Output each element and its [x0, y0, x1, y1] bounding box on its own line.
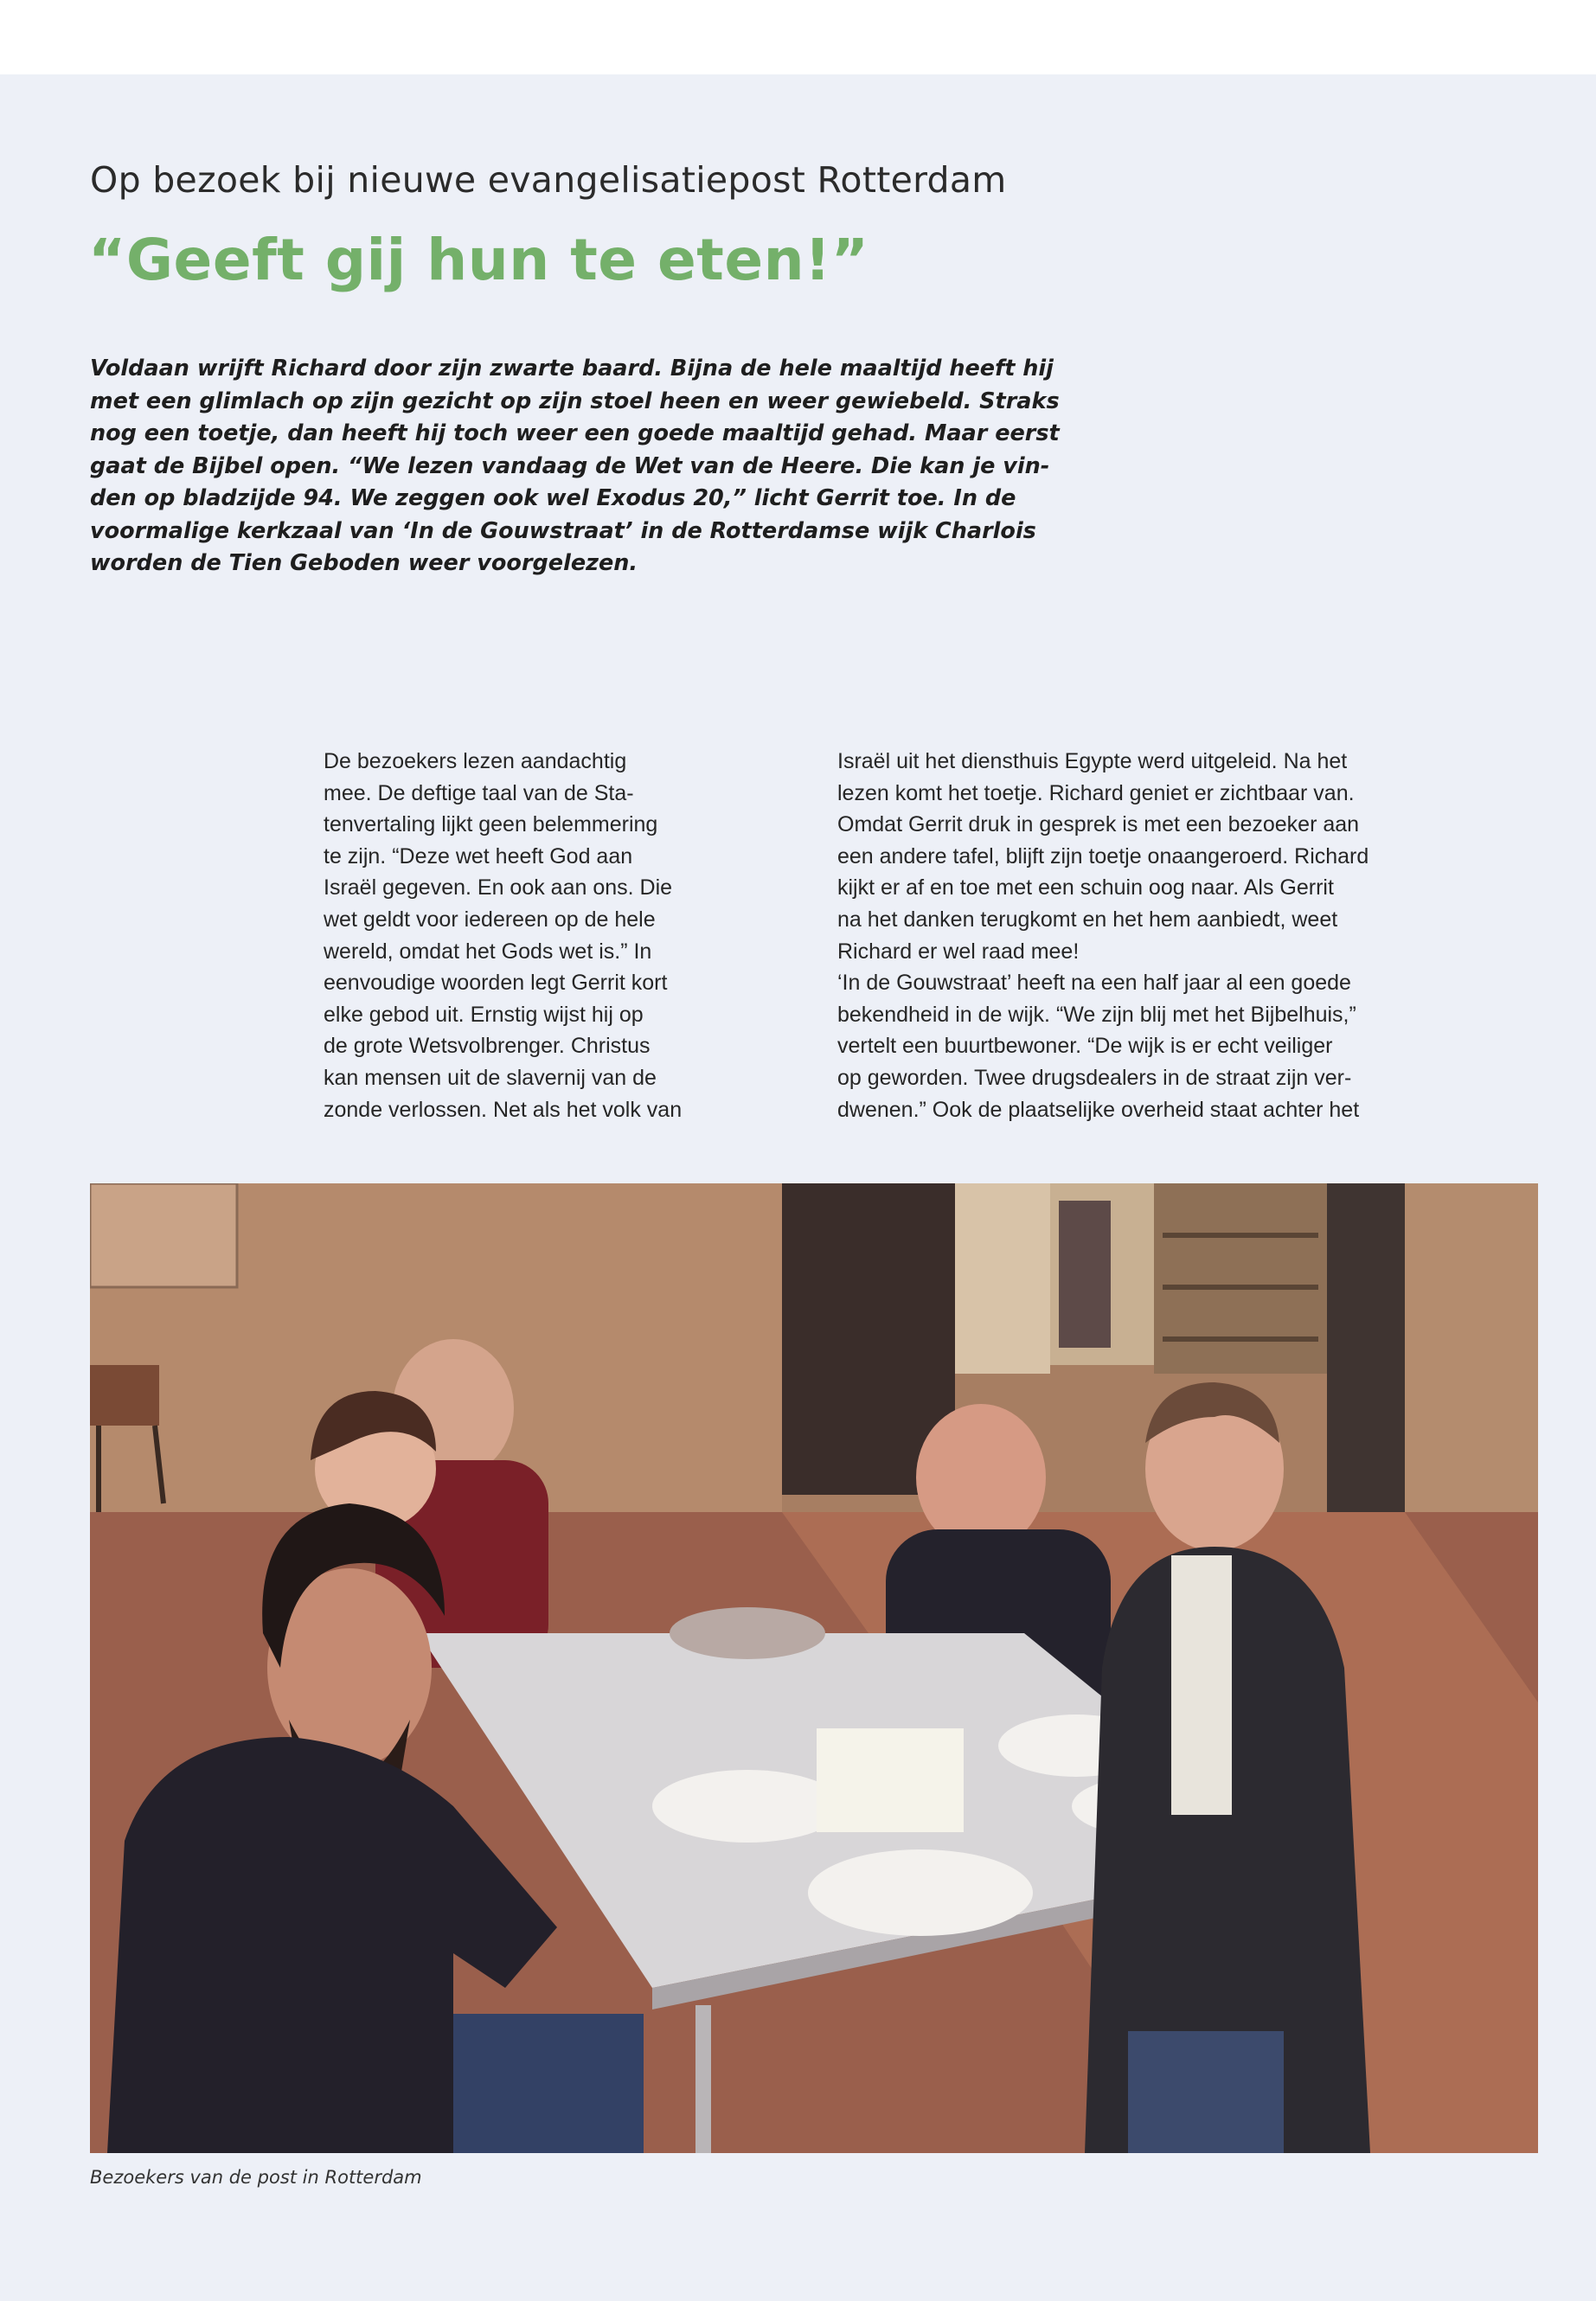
intro-line: met een glimlach op zijn gezicht op zijn stoel heen en weer gewiebeld. Straks — [90, 388, 1060, 414]
body-line: tenvertaling lijkt geen belemmering — [324, 812, 658, 837]
body-line: dwenen.” Ook de plaatselijke overheid staat achter het — [837, 1097, 1360, 1122]
body-line: mee. De deftige taal van de Sta- — [324, 780, 634, 805]
photo-chair — [90, 1365, 159, 1426]
photo-serving-bowl — [670, 1607, 825, 1659]
body-column-2 — [837, 746, 1521, 1125]
photo-caption: Bezoekers van de post in Rotterdam — [90, 2167, 422, 2188]
photo-plate — [652, 1770, 843, 1843]
photo-person-right-head — [916, 1404, 1046, 1551]
photo-plate — [808, 1849, 1033, 1936]
body-line: wereld, omdat het Gods wet is.” In — [324, 939, 652, 964]
body-line: zonde verlossen. Net als het volk van — [324, 1097, 683, 1122]
article-intro — [90, 353, 1154, 580]
photo-shelves — [1154, 1183, 1327, 1374]
body-line: Israël uit het diensthuis Egypte werd uitgeleid. Na het — [837, 749, 1348, 773]
photo-whiteboard — [90, 1183, 237, 1287]
photo-coats — [1059, 1201, 1111, 1348]
body-line: op geworden. Twee drugsdealers in de straat zijn ver- — [837, 1065, 1352, 1090]
body-column-1 — [324, 746, 782, 1125]
body-line: bekendheid in de wijk. “We zijn blij met het Bijbelhuis,” — [837, 1002, 1356, 1027]
photo-wall-right — [1405, 1183, 1538, 1547]
body-line: lezen komt het toetje. Richard geniet er zichtbaar van. — [837, 780, 1355, 805]
body-line: wet geldt voor iedereen op de hele — [324, 907, 656, 932]
body-line: kan mensen uit de slavernij van de — [324, 1065, 657, 1090]
body-line: vertelt een buurtbewoner. “De wijk is er echt veiliger — [837, 1034, 1333, 1059]
body-line: kijkt er af en toe met een schuin oog naar. Als Gerrit — [837, 875, 1334, 901]
body-line: ‘In de Gouwstraat’ heeft na een half jaar al een goede — [837, 971, 1351, 996]
photo-door-frame — [1327, 1183, 1405, 1512]
intro-line: gaat de Bijbel open. “We lezen vandaag de Wet van de Heere. Die kan je vin- — [90, 452, 1050, 479]
body-line: De bezoekers lezen aandachtig — [324, 749, 627, 773]
article-kicker: Op bezoek bij nieuwe evangelisatiepost Rotterdam — [90, 159, 1007, 201]
body-line: eenvoudige woorden legt Gerrit kort — [324, 971, 668, 996]
photo-doorway — [955, 1183, 1050, 1374]
article-photo — [90, 1183, 1538, 2153]
body-line: na het danken terugkomt en het hem aanbiedt, weet — [837, 907, 1338, 932]
intro-line: voormalige kerkzaal van ‘In de Gouwstraat’ in de Rotterdamse wijk Charlois — [90, 517, 1036, 544]
intro-line: worden de Tien Geboden weer voorgelezen. — [90, 550, 638, 576]
intro-line: Voldaan wrijft Richard door zijn zwarte baard. Bijna de hele maaltijd heeft hij — [90, 356, 1054, 381]
body-line: te zijn. “Deze wet heeft God aan — [324, 843, 633, 868]
body-line: Richard er wel raad mee! — [837, 939, 1080, 964]
intro-line: den op bladzijde 94. We zeggen ook wel Exodus 20,” licht Gerrit toe. In de — [90, 485, 1016, 511]
body-line: de grote Wetsvolbrenger. Christus — [324, 1034, 651, 1059]
intro-line: nog een toetje, dan heeft hij toch weer een goede maaltijd gehad. Maar eerst — [90, 420, 1060, 446]
body-line: een andere tafel, blijft zijn toetje onaangeroerd. Richard — [837, 843, 1369, 868]
photo-illustration — [90, 1183, 1538, 2153]
body-line: Israël gegeven. En ook aan ons. Die — [324, 875, 673, 901]
body-line: elke gebod uit. Ernstig wijst hij op — [324, 1002, 644, 1027]
body-line: Omdat Gerrit druk in gesprek is met een bezoeker aan — [837, 812, 1360, 837]
photo-menu-card — [817, 1728, 964, 1832]
article-headline: “Geeft gij hun te eten!” — [88, 227, 869, 293]
